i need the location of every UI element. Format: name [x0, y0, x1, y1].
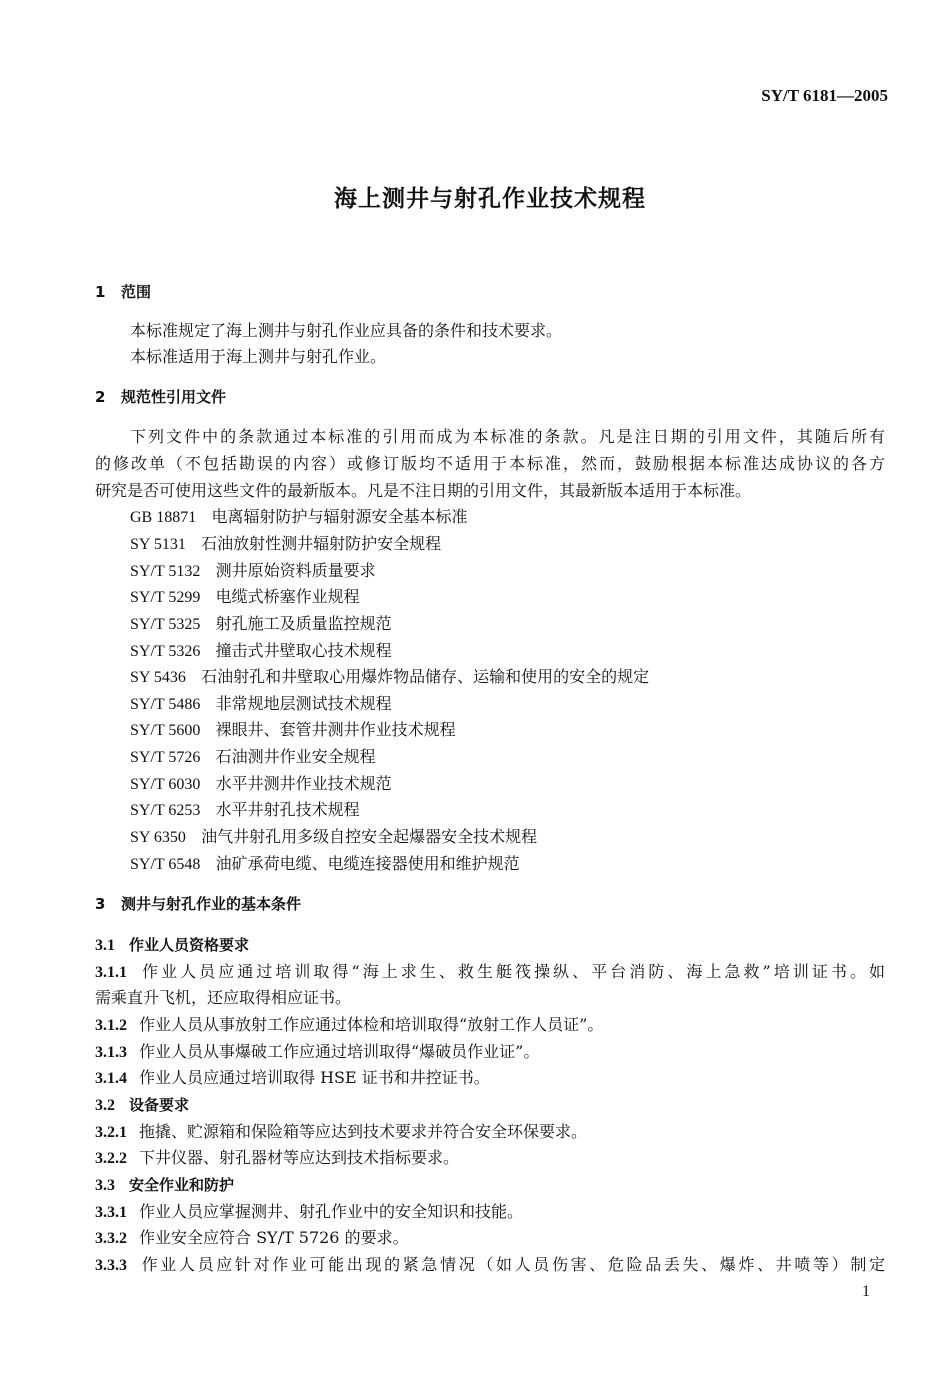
- document-code: SY/T 6181—2005: [761, 86, 888, 105]
- clause-3-3-3: 3.3.3 作业人员应针对作业可能出现的紧急情况（如人员伤害、危险品丢失、爆炸、井喷等）制定: [95, 1255, 885, 1274]
- reference-item: SY/T 5325 射孔施工及质量监控规范: [130, 614, 392, 633]
- clause-3-1-1-continued: 需乘直升飞机，还应取得相应证书。: [95, 988, 352, 1007]
- clause-3-2-1: 3.2.1 拖撬、贮源箱和保险箱等应达到技术要求并符合安全环保要求。: [95, 1122, 588, 1141]
- section-3-heading: 3 测井与射孔作业的基本条件: [95, 895, 302, 913]
- reference-item: SY/T 5600 裸眼井、套管井测井作业技术规程: [130, 720, 456, 739]
- clause-3-1-2: 3.1.2 作业人员从事放射工作应通过体检和培训取得“放射工作人员证”。: [95, 1015, 604, 1034]
- reference-item: SY/T 6253 水平井射孔技术规程: [130, 800, 360, 819]
- clause-3-3-1: 3.3.1 作业人员应掌握测井、射孔作业中的安全知识和技能。: [95, 1202, 524, 1221]
- section-2-intro-line-1: 下列文件中的条款通过本标准的引用而成为本标准的条款。凡是注日期的引用文件，其随后所有: [130, 427, 885, 446]
- reference-item: SY/T 5299 电缆式桥塞作业规程: [130, 587, 360, 606]
- reference-item: SY/T 5486 非常规地层测试技术规程: [130, 694, 392, 713]
- page-number: 1: [862, 1283, 870, 1300]
- subsection-3-1-heading: 3.1 作业人员资格要求: [95, 936, 250, 954]
- reference-item: SY 6350 油气井射孔用多级自控安全起爆器安全技术规程: [130, 827, 538, 846]
- reference-item: SY/T 6030 水平井测井作业技术规范: [130, 774, 392, 793]
- clause-3-1-1: 3.1.1 作业人员应通过培训取得“海上求生、救生艇筏操纵、平台消防、海上急救”培训证书。如: [95, 962, 885, 981]
- section-1-para-2: 本标准适用于海上测井与射孔作业。: [130, 347, 387, 366]
- document-title: 海上测井与射孔作业技术规程: [334, 186, 646, 212]
- reference-item: SY/T 6548 油矿承荷电缆、电缆连接器使用和维护规范: [130, 854, 520, 873]
- clause-3-3-2: 3.3.2 作业安全应符合 SY/T 5726 的要求。: [95, 1228, 409, 1247]
- reference-item: SY/T 5726 石油测井作业安全规程: [130, 747, 376, 766]
- clause-3-1-3: 3.1.3 作业人员从事爆破工作应通过培训取得“爆破员作业证”。: [95, 1042, 540, 1061]
- clause-3-1-4: 3.1.4 作业人员应通过培训取得 HSE 证书和井控证书。: [95, 1068, 490, 1087]
- reference-item: SY 5131 石油放射性测井辐射防护安全规程: [130, 534, 442, 553]
- subsection-3-3-heading: 3.3 安全作业和防护: [95, 1176, 235, 1194]
- section-2-heading: 2 规范性引用文件: [95, 388, 227, 406]
- subsection-3-2-heading: 3.2 设备要求: [95, 1096, 190, 1114]
- reference-item: SY/T 5132 测井原始资料质量要求: [130, 561, 376, 580]
- section-2-intro-line-3: 研究是否可使用这些文件的最新版本。凡是不注日期的引用文件，其最新版本适用于本标准。: [95, 481, 752, 500]
- section-1-heading: 1 范围: [95, 283, 152, 301]
- clause-3-2-2: 3.2.2 下井仪器、射孔器材等应达到技术指标要求。: [95, 1148, 460, 1167]
- section-1-para-1: 本标准规定了海上测井与射孔作业应具备的条件和技术要求。: [130, 321, 563, 340]
- reference-item: SY/T 5326 撞击式井壁取心技术规程: [130, 641, 392, 660]
- section-2-intro-line-2: 的修改单（不包括勘误的内容）或修订版均不适用于本标准，然而，鼓励根据本标准达成协议的各方: [95, 454, 885, 473]
- reference-item: GB 18871 电离辐射防护与辐射源安全基本标准: [130, 507, 468, 526]
- reference-item: SY 5436 石油射孔和井壁取心用爆炸物品储存、运输和使用的安全的规定: [130, 667, 650, 686]
